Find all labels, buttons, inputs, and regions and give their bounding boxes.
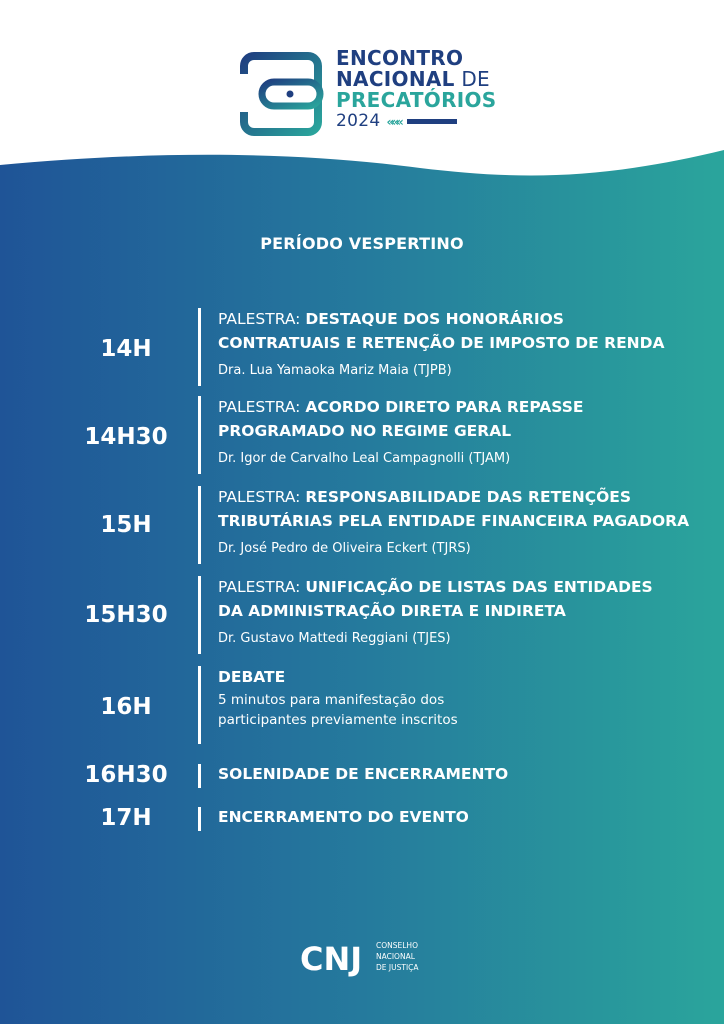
event-logo-mark (240, 52, 324, 138)
logo-chevrons-icon: ««« (386, 116, 456, 128)
debate-description-line1: 5 minutos para manifestação dos (218, 692, 445, 708)
schedule-content (218, 765, 708, 783)
schedule-content (218, 808, 708, 826)
logo-year: 2024 (336, 111, 381, 131)
schedule-content (218, 668, 708, 730)
schedule-time: 16H (100, 694, 152, 720)
divider-line (198, 486, 201, 564)
cnj-name-line3: DE JUSTIÇA (376, 963, 419, 972)
talk-title (218, 485, 708, 533)
schedule-time: 14H30 (84, 424, 168, 450)
speaker: Dra. Lua Yamaoka Mariz Maia (TJPB) (218, 363, 452, 378)
talk-prefix: PALESTRA: (218, 578, 306, 596)
logo-line-encontro: ENCONTRO (336, 46, 464, 70)
talk-title-line2: TRIBUTÁRIAS PELA ENTIDADE FINANCEIRA PAGADORA (218, 512, 690, 530)
talk-title (218, 575, 708, 623)
divider-line (198, 807, 201, 831)
event-closing-title: ENCERRAMENTO DO EVENTO (218, 808, 469, 826)
cnj-logo-mark (300, 938, 372, 978)
debate-title: DEBATE (218, 668, 286, 686)
schedule-time: 17H (100, 805, 152, 831)
talk-title-line2: CONTRATUAIS E RETENÇÃO DE IMPOSTO DE RENDA (218, 334, 665, 352)
talk-title (218, 307, 708, 355)
cnj-name-line2: NACIONAL (376, 952, 415, 961)
cnj-name-line1: CONSELHO (376, 941, 418, 950)
schedule-time: 15H30 (84, 602, 168, 628)
event-logo (240, 46, 497, 138)
logo-line-precatorios: PRECATÓRIOS (336, 88, 497, 112)
schedule-content (218, 307, 708, 378)
speaker: Dr. Gustavo Mattedi Reggiani (TJES) (218, 631, 451, 646)
cnj-mark-text: CNJ (300, 940, 363, 978)
divider-line (198, 764, 201, 788)
schedule-content (218, 575, 708, 646)
closing-ceremony-title: SOLENIDADE DE ENCERRAMENTO (218, 765, 509, 783)
speaker: Dr. José Pedro de Oliveira Eckert (TJRS) (218, 541, 471, 556)
talk-title-line1: UNIFICAÇÃO DE LISTAS DAS ENTIDADES (305, 578, 653, 596)
talk-prefix: PALESTRA: (218, 310, 306, 328)
logo-bar (407, 119, 457, 124)
talk-title-line1: RESPONSABILIDADE DAS RETENÇÕES (305, 488, 632, 506)
logo-line-nacional (336, 69, 497, 90)
divider-line (198, 308, 201, 386)
logo-de-word: DE (454, 67, 490, 91)
logo-line-year (336, 111, 497, 132)
debate-description-line2: participantes previamente inscritos (218, 712, 458, 728)
debate-description (218, 690, 708, 730)
divider-line (198, 666, 201, 744)
section-title: PERÍODO VESPERTINO (260, 234, 464, 253)
cnj-name (376, 940, 419, 973)
divider-line (198, 396, 201, 474)
schedule-content (218, 485, 708, 556)
schedule-time: 15H (100, 512, 152, 538)
talk-prefix: PALESTRA: (218, 398, 306, 416)
talk-title-line2: PROGRAMADO NO REGIME GERAL (218, 422, 512, 440)
logo-nacional-word: NACIONAL (336, 67, 455, 91)
talk-title (218, 395, 708, 443)
talk-title-line1: ACORDO DIRETO PARA REPASSE (305, 398, 584, 416)
divider-line (198, 576, 201, 654)
schedule-time: 14H (100, 336, 152, 362)
schedule-time: 16H30 (84, 762, 168, 788)
speaker: Dr. Igor de Carvalho Leal Campagnolli (TJAM) (218, 451, 511, 466)
talk-prefix: PALESTRA: (218, 488, 306, 506)
cnj-logo (300, 938, 440, 978)
talk-title-line2: DA ADMINISTRAÇÃO DIRETA E INDIRETA (218, 602, 566, 620)
talk-title-line1: DESTAQUE DOS HONORÁRIOS (305, 310, 564, 328)
schedule-content (218, 395, 708, 466)
